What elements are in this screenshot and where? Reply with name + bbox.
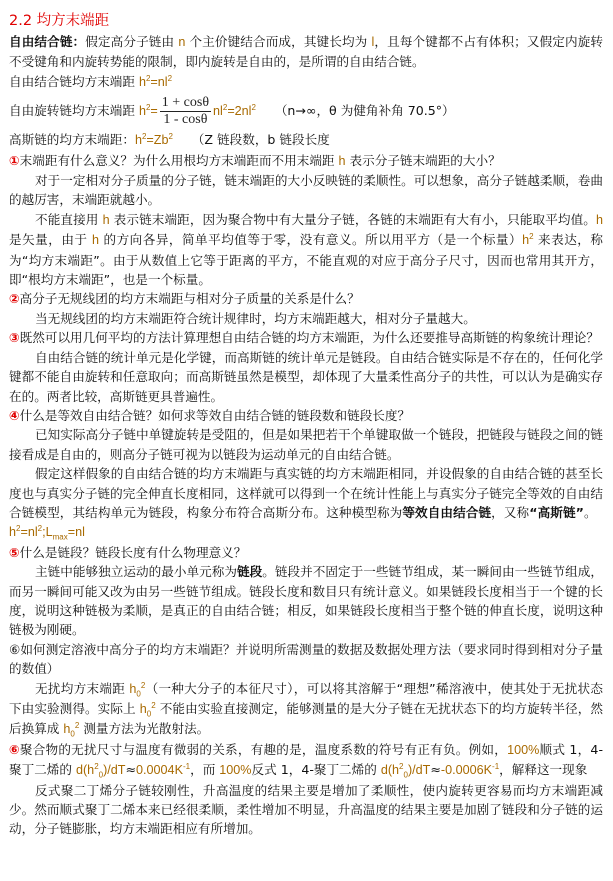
paragraph bbox=[9, 72, 603, 92]
text: 聚合物的无扰尺寸与温度有微弱的关系，有趣的是，温度系数的符号有正有负。例如， bbox=[19, 741, 508, 757]
formula: =nl bbox=[20, 525, 38, 540]
text: 表示链末端距，因为聚合物中有大量分子链，各链的末端距有大有小，只能取平均值。 bbox=[109, 211, 596, 227]
subscript: 0 bbox=[70, 729, 75, 739]
subscript: 0 bbox=[146, 709, 152, 719]
bold-term: 等效自由结合链 bbox=[402, 504, 492, 520]
text: 什么是等效自由结合链？如何求等效自由结合链的链段数和链段长度？ bbox=[19, 407, 411, 423]
paragraph bbox=[9, 406, 603, 425]
formula: d(h bbox=[75, 763, 95, 778]
formula: h bbox=[138, 104, 146, 119]
paragraph bbox=[9, 679, 603, 740]
document-content bbox=[9, 10, 603, 839]
text: 末端距有什么意义？为什么用根均方末端距而不用末端距 bbox=[19, 152, 339, 168]
question-number: ⑥ bbox=[9, 741, 20, 757]
question-number: ③ bbox=[9, 330, 20, 346]
paragraph bbox=[9, 740, 603, 781]
paragraph bbox=[9, 151, 603, 171]
paragraph bbox=[9, 640, 603, 679]
text: （一种大分子的本征尺寸），可以将其溶解于“理想”稀溶液中，使其处于无扰状态下由实验测得。实际上 bbox=[9, 680, 604, 716]
paragraph bbox=[9, 425, 603, 464]
formula: h bbox=[102, 212, 110, 227]
formula: nl bbox=[213, 104, 223, 119]
formula: )/dT bbox=[407, 763, 431, 778]
bold-term: “高斯链” bbox=[529, 504, 584, 520]
superscript: 2 bbox=[222, 103, 228, 113]
text: 既然可以用几何平均的方法计算理想自由结合链的均方末端距，为什么还要推导高斯链的构象统计理论？ bbox=[19, 330, 599, 346]
subscript: 0 bbox=[98, 770, 104, 780]
paragraph bbox=[9, 562, 603, 640]
formula: = bbox=[150, 104, 158, 119]
text: 高斯链的均方末端距： bbox=[9, 132, 135, 148]
superscript: 2 bbox=[16, 524, 21, 534]
text: 不能由实验直接测定，能够测量的是大分子链在无扰状态下的均方旋转半径，然后换算成 bbox=[9, 701, 603, 737]
paragraph bbox=[9, 781, 603, 839]
paragraph bbox=[9, 543, 603, 562]
superscript: 2 bbox=[141, 132, 147, 142]
superscript: 2 bbox=[37, 524, 43, 534]
formula: =nl bbox=[150, 74, 168, 89]
paragraph bbox=[9, 289, 603, 308]
formula: =2nl bbox=[227, 104, 252, 119]
paragraph bbox=[9, 32, 603, 72]
superscript: 2 bbox=[145, 73, 151, 83]
superscript: 2 bbox=[145, 103, 151, 113]
formula: =Zb bbox=[146, 133, 169, 148]
text: ，且每个键都不占有体积；又假定内旋转不受键角和内旋转势能的限制，即内旋转是自由的，是所谓的自由结合链。 bbox=[9, 34, 604, 70]
text: ⑥如何测定溶液中高分子的均方末端距？并说明所需测量的数据及数据处理方法（要求同时得到相对分子量的数值） bbox=[9, 641, 603, 677]
formula: -0.0006K bbox=[440, 763, 493, 778]
formula: =nl bbox=[67, 525, 85, 540]
superscript: 2 bbox=[140, 680, 146, 690]
text: 表示分子链末端距的大小？ bbox=[345, 152, 501, 168]
bold-term: 自由结合链： bbox=[9, 34, 86, 49]
formula: l bbox=[371, 35, 375, 49]
formula: d(h bbox=[380, 763, 400, 778]
superscript: 2 bbox=[94, 762, 99, 772]
formula: ;L bbox=[42, 525, 53, 540]
formula: )/dT bbox=[103, 763, 126, 778]
subscript: max bbox=[52, 532, 68, 542]
section-title: 2.2 均方末端距 bbox=[9, 13, 110, 29]
superscript: -1 bbox=[182, 762, 191, 772]
paragraph bbox=[9, 348, 603, 406]
text: 假定这样假象的自由结合链的均方末端距与真实链的均方末端距相同，并设假象的自由结合链的甚至长度也与真实分子链的完全伸直长度相同，这样就可以得到一个在统计性能上与真实分子链完全等效的自由结合链模型，其结构单元为链段，构象分布符合高斯分布。这种模型称为 bbox=[9, 466, 603, 520]
text: ，而 bbox=[190, 762, 220, 778]
superscript: 2 bbox=[251, 103, 256, 113]
text: 是矢量，由于 bbox=[9, 232, 92, 248]
text: ，又称 bbox=[491, 504, 530, 520]
text: 自由结合链的统计单元是化学键，而高斯链的统计单元是链段。自由结合链实际是不存在的，任何化学键都不能自由旋转和任意取向；而高斯链虽然是模型，却体现了大量柔性高分子的共性，可以认为是确实存在的。两者比较，高斯链更具普遍性。 bbox=[9, 349, 603, 404]
text: 什么是链段？链段长度有什么物理意义？ bbox=[19, 544, 247, 560]
bold-term: 链段 bbox=[236, 564, 263, 580]
superscript: 2 bbox=[151, 700, 156, 710]
paragraph bbox=[9, 309, 603, 328]
question-number: ⑤ bbox=[9, 544, 20, 560]
text: 来表达，称为“均方末端距”。由于从数值上它等于距离的平方，不能直观的对应于高分子尺寸，因而也常用其开方，即“根均方末端距”，也是一个标量。 bbox=[9, 232, 603, 288]
superscript: 2 bbox=[529, 232, 534, 242]
paragraph bbox=[9, 92, 603, 130]
fraction-formula bbox=[160, 95, 211, 128]
formula: 100% bbox=[507, 742, 540, 757]
text: 自由旋转链均方末端距 bbox=[9, 103, 139, 119]
formula: h bbox=[522, 233, 530, 248]
text: 对于一定相对分子质量的分子链，链末端距的大小反映链的柔顺性。可以想象，高分子链越柔顺，卷曲的越厉害，末端距就越小。 bbox=[9, 173, 603, 208]
text: （n→∞，θ 为健角补角 70.5°） bbox=[255, 103, 455, 119]
text: （Z 链段数，b 链段长度 bbox=[172, 132, 330, 148]
formula: h bbox=[338, 153, 346, 168]
text: 已知实际高分子链中单键旋转是受阻的，但是如果把若干个单键取做一个链段，把链段与链段之间的链接看成是自由的，则高分子链可视为以链段为运动单元的自由结合链。 bbox=[9, 427, 603, 462]
text: 测量方法为光散射法。 bbox=[79, 721, 210, 737]
question-number: ① bbox=[9, 152, 20, 168]
text: 的方向各异，简单平均值等于零，没有意义。所以用平方（是一个标量） bbox=[99, 232, 523, 248]
superscript: 2 bbox=[399, 762, 404, 772]
formula: h bbox=[91, 233, 99, 248]
question-number: ④ bbox=[9, 407, 20, 423]
subscript: 0 bbox=[136, 689, 141, 699]
text: 不能直接用 bbox=[35, 211, 103, 227]
superscript: 2 bbox=[74, 721, 80, 731]
text: 自由结合链均方末端距 bbox=[9, 73, 139, 89]
formula: h bbox=[134, 133, 142, 148]
formula: h bbox=[63, 722, 71, 737]
formula: 100% bbox=[219, 763, 252, 778]
formula: h bbox=[139, 702, 147, 716]
denominator: 1 - cosθ bbox=[163, 112, 208, 128]
text: 。 bbox=[583, 504, 604, 520]
question-number: ② bbox=[9, 291, 20, 307]
text: 反式聚二丁烯分子链较刚性，升高温度的结果主要是增加了柔顺性，使内旋转更容易而均方末端距减少。然而顺式聚丁二烯本来已经很柔顺，柔性增加不明显，升高温度的结果主要是加剧了链段和分子链的运动，分子链膨胀，均方末端距相应有所增加。 bbox=[9, 782, 603, 837]
formula: 0.0004K bbox=[136, 763, 183, 778]
formula: h bbox=[129, 681, 137, 696]
formula: h bbox=[9, 525, 17, 540]
paragraph bbox=[9, 210, 603, 290]
paragraph bbox=[9, 171, 603, 210]
paragraph bbox=[9, 328, 603, 347]
paragraphs bbox=[9, 32, 603, 839]
text: 主链中能够独立运动的最小单元称为 bbox=[35, 564, 237, 580]
formula: n bbox=[178, 35, 186, 49]
text: 无扰均方末端距 bbox=[35, 680, 130, 696]
text: 个主价键结合而成，其键长均为 bbox=[185, 34, 372, 49]
text: 高分子无规线团的均方末端距与相对分子质量的关系是什么？ bbox=[19, 291, 360, 307]
paragraph bbox=[9, 464, 603, 543]
text: 当无规线团的均方末端距符合统计规律时，均方末端距越大，相对分子量越大。 bbox=[35, 310, 476, 326]
formula: h bbox=[595, 212, 603, 227]
text: ≈ bbox=[125, 762, 137, 778]
superscript: 2 bbox=[168, 132, 173, 142]
text: ，解释这一现象 bbox=[499, 762, 588, 778]
superscript: 2 bbox=[167, 73, 173, 83]
numerator: 1 + cosθ bbox=[161, 95, 210, 111]
formula: h bbox=[138, 74, 146, 89]
superscript: -1 bbox=[492, 762, 500, 772]
text: 假定高分子链由 bbox=[85, 34, 179, 49]
text: ≈ bbox=[430, 762, 441, 778]
text: 反式 1，4-聚丁二烯的 bbox=[251, 762, 381, 778]
text: 顺式 1，4-聚丁二烯的 bbox=[9, 741, 603, 778]
text: 。链段并不固定于一些链节组成，某一瞬间由一些链节组成，而另一瞬间可能又改为由另一些链节组成。链段长度和数目只有统计意义。如果链段长度相当于一个键的长度，说明这种链极为柔顺，是真正的自由结合链；相反，如果链段长度相当于整个链的伸直长度，说明这种链极为刚硬。 bbox=[9, 564, 604, 638]
paragraph bbox=[9, 130, 603, 150]
subscript: 0 bbox=[403, 770, 408, 780]
